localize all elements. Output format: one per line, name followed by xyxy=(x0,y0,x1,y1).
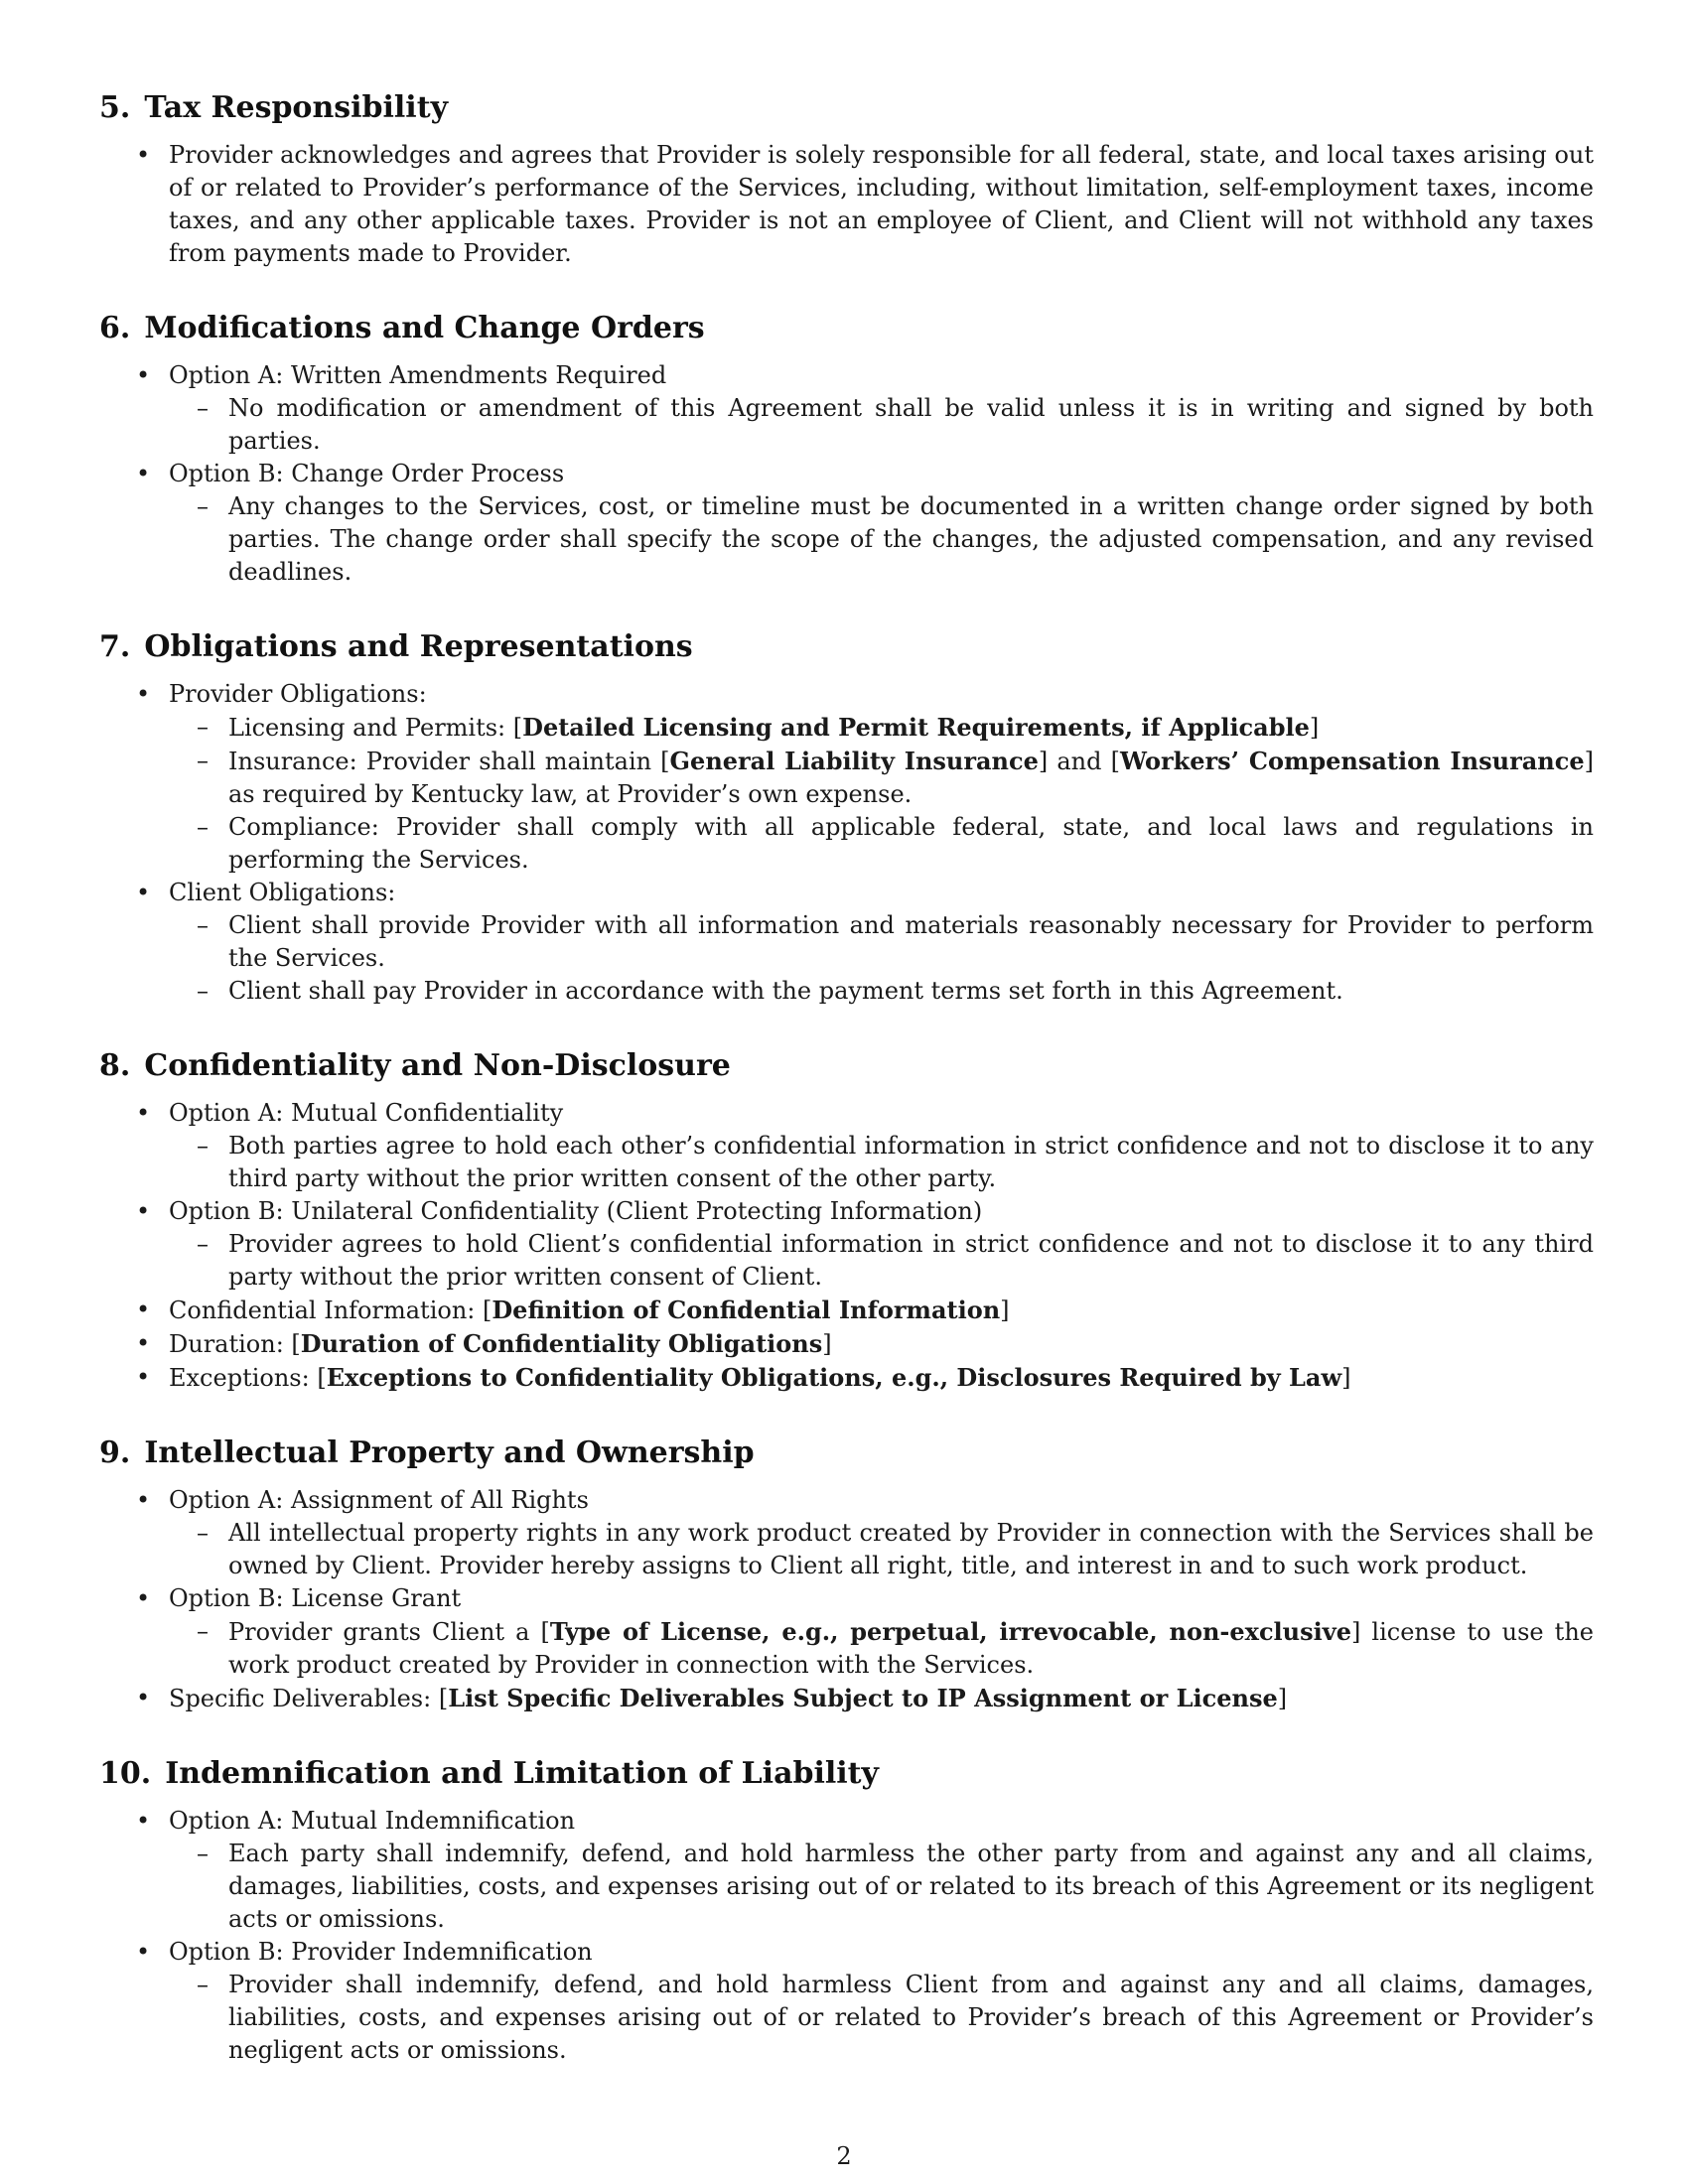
sub-list-item: – Any changes to the Services, cost, or timeline must be documented in a written change order signed by both parties. The change order shall specify the scope of the changes, the adjusted compensation, and any revised deadlines. xyxy=(169,490,1594,589)
bullet-list xyxy=(99,678,1594,1008)
text-run: Specific Deliverables: [ xyxy=(169,1685,449,1712)
section-modifications xyxy=(99,310,1594,589)
placeholder-text: Workers’ Compensation Insurance xyxy=(1119,747,1585,775)
text-run: ] xyxy=(1000,1297,1010,1324)
section-confidentiality xyxy=(99,1047,1594,1395)
text-run: ] xyxy=(1277,1685,1288,1712)
section-title: Obligations and Representations xyxy=(144,629,693,664)
text-run: ] xyxy=(822,1330,832,1358)
list-item xyxy=(99,877,1594,1008)
list-item xyxy=(99,1484,1594,1582)
sub-list xyxy=(169,490,1594,589)
section-heading xyxy=(99,1047,1594,1085)
placeholder-text: Detailed Licensing and Permit Requirements, if Applicable xyxy=(522,713,1310,742)
section-number: 10. xyxy=(99,1756,152,1791)
list-item xyxy=(99,1195,1594,1294)
section-title: Intellectual Property and Ownership xyxy=(144,1435,755,1470)
text-run: ] and [ xyxy=(1038,748,1120,775)
section-title: Confidentiality and Non-Disclosure xyxy=(144,1048,731,1083)
sub-list xyxy=(169,1838,1594,1936)
list-item xyxy=(99,458,1594,589)
list-item xyxy=(99,1361,1594,1395)
option-label: Option A: Mutual Confidentiality xyxy=(169,1099,564,1127)
placeholder-text: Definition of Confidential Information xyxy=(492,1296,1001,1324)
text-run: Duration: [ xyxy=(169,1330,301,1358)
bullet-list xyxy=(99,359,1594,589)
sub-list xyxy=(169,909,1594,1008)
list-item xyxy=(99,1805,1594,1936)
section-number: 8. xyxy=(99,1048,131,1083)
sub-list-item xyxy=(169,711,1594,745)
placeholder-text: Type of License, e.g., perpetual, irrevocable, non-exclusive xyxy=(549,1617,1351,1646)
list-item xyxy=(99,1327,1594,1361)
sub-list xyxy=(169,711,1594,877)
section-tax-responsibility xyxy=(99,89,1594,270)
page-number: 2 xyxy=(836,2142,852,2170)
bullet-list xyxy=(99,1484,1594,1715)
section-heading xyxy=(99,89,1594,127)
option-label: Option A: Assignment of All Rights xyxy=(169,1486,589,1514)
sub-list-item: – Compliance: Provider shall comply with all applicable federal, state, and local laws and regulations in performing the Services. xyxy=(169,811,1594,877)
section-number: 7. xyxy=(99,629,131,664)
sub-list-item: – Provider shall indemnify, defend, and hold harmless Client from and against any and all claims, damages, liabilities, costs, and expenses arising out of or related to Provider’s breach of this Agreement or Provider’s negligent acts or omissions. xyxy=(169,1969,1594,2067)
sub-list-item: – Each party shall indemnify, defend, and hold harmless the other party from and against any and all claims, damages, liabilities, costs, and expenses arising out of or related to its breach of this Agreement or its negligent acts or omissions. xyxy=(169,1838,1594,1936)
placeholder-text: General Liability Insurance xyxy=(669,747,1039,775)
client-obligations-label: Client Obligations: xyxy=(169,879,396,906)
list-item xyxy=(99,1936,1594,2067)
option-label: Option A: Written Amendments Required xyxy=(169,361,667,389)
option-label: Option A: Mutual Indemnification xyxy=(169,1807,576,1835)
sub-list-item: – Client shall pay Provider in accordance with the payment terms set forth in this Agreement. xyxy=(169,975,1594,1008)
text-run: Provider grants Client a [ xyxy=(228,1618,550,1646)
section-title: Tax Responsibility xyxy=(144,90,448,125)
bullet-list xyxy=(99,1805,1594,2067)
text-run: Exceptions: [ xyxy=(169,1364,327,1392)
option-label: Option B: Unilateral Confidentiality (Client Protecting Information) xyxy=(169,1197,983,1225)
text-run: ] license to use the work product created by Provider in connection with the Services. xyxy=(228,1618,1594,1679)
text-run: ] as required by Kentucky law, at Provider’s own expense. xyxy=(228,748,1594,808)
section-obligations xyxy=(99,628,1594,1008)
sub-list-item xyxy=(169,1615,1594,1682)
section-heading xyxy=(99,1434,1594,1472)
sub-list xyxy=(169,1969,1594,2067)
list-item xyxy=(99,359,1594,458)
sub-list-item: – No modification or amendment of this Agreement shall be valid unless it is in writing and signed by both parties. xyxy=(169,392,1594,458)
sub-list-item xyxy=(169,745,1594,811)
list-item xyxy=(99,678,1594,877)
bullet-list xyxy=(99,1097,1594,1395)
bullet-list xyxy=(99,139,1594,270)
sub-list xyxy=(169,1228,1594,1294)
section-number: 9. xyxy=(99,1435,131,1470)
section-heading xyxy=(99,1755,1594,1793)
list-item xyxy=(99,1682,1594,1715)
list-item xyxy=(99,1582,1594,1682)
text-run: ] xyxy=(1309,714,1320,742)
sub-list xyxy=(169,392,1594,458)
sub-list-item: – Client shall provide Provider with all information and materials reasonably necessary for Provider to perform the Services. xyxy=(169,909,1594,975)
document-page xyxy=(99,89,1594,2107)
sub-list xyxy=(169,1517,1594,1582)
option-label: Option B: License Grant xyxy=(169,1584,462,1612)
sub-list xyxy=(169,1130,1594,1195)
placeholder-text: List Specific Deliverables Subject to IP Assignment or License xyxy=(448,1684,1278,1712)
sub-list-item: – Provider agrees to hold Client’s confidential information in strict confidence and not to disclose it to any third party without the prior written consent of Client. xyxy=(169,1228,1594,1294)
placeholder-text: Exceptions to Confidentiality Obligations, e.g., Disclosures Required by Law xyxy=(326,1363,1342,1392)
sub-list-item: – Both parties agree to hold each other’s confidential information in strict confidence and not to disclose it to any third party without the prior written consent of the other party. xyxy=(169,1130,1594,1195)
sub-list xyxy=(169,1615,1594,1682)
text-run: ] xyxy=(1341,1364,1351,1392)
section-number: 6. xyxy=(99,311,131,345)
list-item: • Provider acknowledges and agrees that Provider is solely responsible for all federal, state, and local taxes arising out of or related to Provider’s performance of the Services, including, without limitation, self-employment taxes, income taxes, and any other applicable taxes. Provider is not an employee of Client, and Client will not withhold any taxes from payments made to Provider. xyxy=(99,139,1594,270)
provider-obligations-label: Provider Obligations: xyxy=(169,680,427,708)
section-intellectual-property xyxy=(99,1434,1594,1715)
placeholder-text: Duration of Confidentiality Obligations xyxy=(300,1329,823,1358)
section-indemnification xyxy=(99,1755,1594,2067)
section-heading xyxy=(99,628,1594,666)
section-title: Indemnification and Limitation of Liability xyxy=(165,1756,879,1791)
text-run: Confidential Information: [ xyxy=(169,1297,492,1324)
section-number: 5. xyxy=(99,90,131,125)
list-item xyxy=(99,1097,1594,1195)
list-item xyxy=(99,1294,1594,1327)
sub-list-item: – All intellectual property rights in any work product created by Provider in connection with the Services shall be owned by Client. Provider hereby assigns to Client all right, title, and interest in and to such work product. xyxy=(169,1517,1594,1582)
section-heading xyxy=(99,310,1594,347)
text-run: Licensing and Permits: [ xyxy=(228,714,523,742)
option-label: Option B: Provider Indemnification xyxy=(169,1938,593,1966)
text-run: Insurance: Provider shall maintain [ xyxy=(228,748,670,775)
option-label: Option B: Change Order Process xyxy=(169,460,565,487)
section-title: Modifications and Change Orders xyxy=(144,311,705,345)
